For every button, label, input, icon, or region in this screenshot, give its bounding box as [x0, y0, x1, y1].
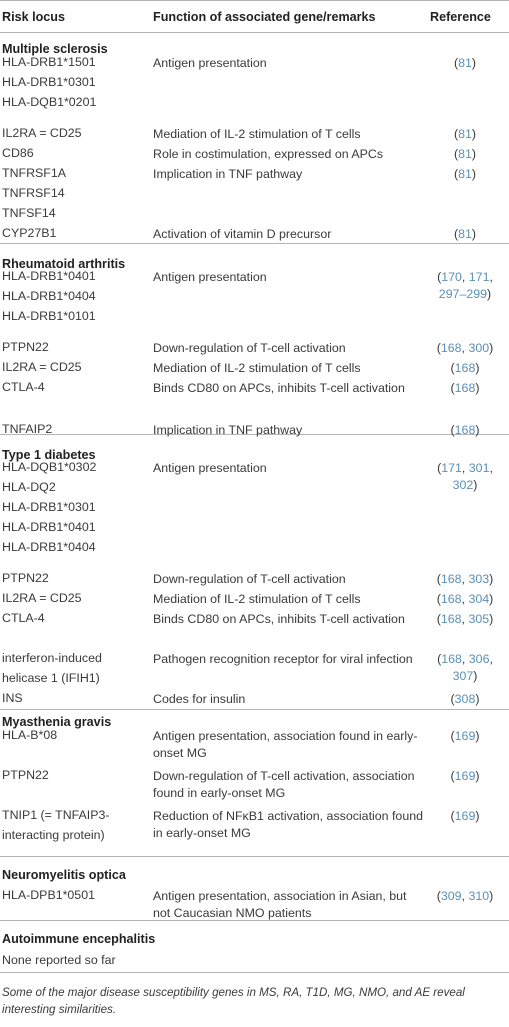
risk-locus-cell	[2, 568, 150, 588]
paren-open: (	[453, 56, 459, 70]
reference-cell	[424, 460, 506, 494]
risk-locus: HLA-DQ2	[2, 480, 56, 494]
function-cell: Activation of vitamin D precursor	[153, 227, 332, 241]
risk-locus-cell	[2, 357, 150, 377]
reference-cell	[424, 768, 506, 785]
risk-locus: TNFAIP2	[2, 422, 53, 436]
reference-link[interactable]: 168	[440, 572, 462, 586]
reference-link[interactable]: 304	[468, 592, 490, 606]
function-cell: Pathogen recognition receptor for viral infection	[153, 652, 413, 666]
risk-locus: HLA-DRB1*0401	[2, 269, 96, 283]
reference-cell	[424, 146, 506, 163]
risk-locus-cell	[2, 123, 150, 143]
reference-separator: ,	[461, 652, 469, 666]
section-title: Neuromyelitis optica	[2, 868, 126, 882]
reference-link[interactable]: 168	[441, 652, 462, 666]
reference-link[interactable]: 306	[468, 652, 490, 666]
function-cell: Down-regulation of T-cell activation	[153, 572, 346, 586]
function-cell: Binds CD80 on APCs, inhibits T-cell activation	[153, 612, 405, 626]
reference-cell	[424, 166, 506, 183]
paren-close: )	[475, 769, 480, 783]
paren-close: )	[475, 361, 480, 375]
section-divider	[0, 243, 509, 244]
reference-link[interactable]: 81	[458, 56, 472, 70]
reference-cell	[424, 55, 506, 72]
risk-locus: HLA-B*08	[2, 728, 58, 742]
reference-link[interactable]: 300	[468, 341, 490, 355]
bottom-rule	[0, 972, 509, 973]
risk-locus-cell	[2, 457, 150, 557]
reference-cell	[424, 611, 506, 628]
paren-open: (	[436, 592, 441, 606]
reference-link[interactable]: 81	[458, 127, 472, 141]
risk-locus: HLA-DQB1*0201	[2, 95, 97, 109]
reference-link[interactable]: 168	[440, 592, 462, 606]
reference-separator: ,	[489, 270, 493, 284]
risk-locus: PTPN22	[2, 768, 49, 782]
paren-close: )	[473, 478, 478, 492]
header-function: Function of associated gene/remarks	[153, 10, 376, 24]
risk-locus-cell	[2, 805, 147, 845]
paren-open: (	[436, 612, 441, 626]
risk-locus: HLA-DRB1*0101	[2, 309, 96, 323]
top-rule	[0, 0, 509, 1]
risk-locus: HLA-DRB1*0404	[2, 540, 96, 554]
risk-locus: HLA-DRB1*0301	[2, 75, 96, 89]
reference-separator: ,	[461, 612, 469, 626]
risk-locus: interferon-induced helicase 1 (IFIH1)	[2, 651, 102, 685]
risk-locus-cell	[2, 223, 150, 243]
reference-link[interactable]: 170	[441, 270, 462, 284]
reference-cell	[424, 888, 506, 905]
function-cell: Antigen presentation, association in Asian, but not Caucasian NMO patients	[153, 889, 407, 920]
reference-link[interactable]: 305	[468, 612, 490, 626]
reference-link[interactable]: 297–299	[438, 287, 488, 301]
risk-locus: HLA-DPB1*0501	[2, 888, 95, 902]
reference-cell	[424, 651, 506, 685]
section-title: Type 1 diabetes	[2, 448, 96, 462]
risk-locus-cell	[2, 588, 150, 608]
function-cell: Antigen presentation, association found in early-onset MG	[153, 729, 418, 760]
reference-cell	[424, 422, 506, 439]
paren-open: (	[436, 889, 441, 903]
reference-cell	[424, 226, 506, 243]
risk-locus-cell	[2, 688, 150, 708]
header-rule	[0, 32, 509, 33]
reference-link[interactable]: 303	[468, 572, 490, 586]
paren-open: (	[436, 341, 441, 355]
paren-close: )	[471, 147, 477, 161]
paren-close: )	[487, 287, 492, 301]
reference-cell	[424, 691, 506, 708]
paren-open: (	[450, 361, 455, 375]
risk-locus: IL2RA = CD25	[2, 126, 82, 140]
reference-separator: ,	[461, 889, 469, 903]
function-cell: Antigen presentation	[153, 270, 267, 284]
risk-locus-cell	[2, 608, 150, 628]
paren-close: )	[471, 167, 477, 181]
risk-locus-cell	[2, 725, 150, 745]
reference-cell	[424, 126, 506, 143]
risk-locus: PTPN22	[2, 571, 49, 585]
section-divider	[0, 709, 509, 710]
risk-locus-cell	[2, 377, 150, 397]
reference-link[interactable]: 168	[454, 381, 476, 395]
header-risk-locus: Risk locus	[2, 10, 65, 24]
risk-locus: CD86	[2, 146, 34, 160]
reference-link[interactable]: 81	[458, 147, 472, 161]
reference-link[interactable]: 168	[440, 612, 462, 626]
reference-link[interactable]: 309	[440, 889, 462, 903]
risk-locus: HLA-DRB1*0401	[2, 520, 96, 534]
function-cell: Implication in TNF pathway	[153, 167, 303, 181]
risk-locus-cell	[2, 648, 147, 688]
risk-locus: HLA-DQB1*0302	[2, 460, 97, 474]
table-header	[0, 0, 509, 32]
paren-close: )	[475, 423, 480, 437]
reference-link[interactable]: 81	[458, 227, 472, 241]
paren-open: (	[437, 461, 442, 475]
paren-open: (	[453, 227, 459, 241]
reference-separator: ,	[461, 572, 469, 586]
header-reference: Reference	[430, 10, 491, 24]
paren-open: (	[453, 147, 459, 161]
reference-link[interactable]: 307	[452, 669, 474, 683]
paren-close: )	[489, 889, 494, 903]
risk-locus: PTPN22	[2, 340, 49, 354]
table-footnote: Some of the major disease susceptibility genes in MS, RA, T1D, MG, NMO, and AE reveal interesting similarities.	[2, 986, 465, 1016]
function-cell: Mediation of IL-2 stimulation of T cells	[153, 592, 361, 606]
reference-separator: ,	[461, 341, 469, 355]
function-cell: Binds CD80 on APCs, inhibits T-cell activation	[153, 381, 405, 395]
reference-cell	[424, 728, 506, 745]
function-cell: Reduction of NFκB1 activation, association found in early-onset MG	[153, 809, 423, 840]
reference-link[interactable]: 308	[454, 692, 476, 706]
reference-cell	[424, 380, 506, 397]
risk-locus: TNFRSF1A	[2, 166, 67, 180]
reference-link[interactable]: 171	[468, 270, 490, 284]
paren-close: )	[475, 729, 480, 743]
paren-open: (	[450, 809, 455, 823]
section-title: Autoimmune encephalitis	[2, 932, 156, 946]
function-cell: Implication in TNF pathway	[153, 423, 303, 437]
risk-locus-cell	[2, 52, 150, 112]
reference-cell	[424, 360, 506, 377]
risk-locus: CYP27B1	[2, 226, 57, 240]
paren-close: )	[471, 127, 477, 141]
paren-open: (	[437, 270, 442, 284]
reference-cell	[424, 808, 506, 825]
section-title: Multiple sclerosis	[2, 42, 108, 56]
reference-link[interactable]: 171	[441, 461, 462, 475]
risk-locus-cell	[2, 337, 150, 357]
paren-close: )	[475, 381, 480, 395]
paren-close: )	[489, 572, 494, 586]
reference-cell	[424, 340, 506, 357]
risk-locus: HLA-DRB1*1501	[2, 55, 96, 69]
reference-link[interactable]: 169	[454, 769, 476, 783]
paren-close: )	[475, 809, 480, 823]
paren-close: )	[471, 56, 477, 70]
risk-locus: TNIP1 (= TNFAIP3-interacting protein)	[2, 808, 110, 842]
risk-locus: HLA-DRB1*0404	[2, 289, 96, 303]
risk-locus: None reported so far	[2, 953, 116, 967]
paren-close: )	[473, 669, 478, 683]
reference-separator: ,	[461, 592, 469, 606]
paren-open: (	[437, 652, 442, 666]
risk-locus-cell	[2, 266, 150, 326]
risk-locus: IL2RA = CD25	[2, 360, 82, 374]
risk-locus-cell	[2, 885, 150, 905]
section-title: Rheumatoid arthritis	[2, 257, 126, 271]
paren-close: )	[489, 592, 494, 606]
reference-link[interactable]: 302	[452, 478, 474, 492]
risk-locus: TNFRSF14	[2, 186, 65, 200]
reference-cell	[424, 571, 506, 588]
risk-locus-cell	[2, 419, 150, 439]
function-cell: Mediation of IL-2 stimulation of T cells	[153, 361, 361, 375]
function-cell: Down-regulation of T-cell activation	[153, 341, 346, 355]
reference-link[interactable]: 169	[454, 809, 476, 823]
risk-locus: IL2RA = CD25	[2, 591, 82, 605]
function-cell: Antigen presentation	[153, 56, 267, 70]
paren-close: )	[489, 612, 494, 626]
paren-close: )	[475, 692, 480, 706]
reference-separator: ,	[489, 652, 493, 666]
function-cell: Role in costimulation, expressed on APCs	[153, 147, 384, 161]
reference-cell	[424, 591, 506, 608]
risk-locus-cell	[2, 143, 150, 163]
reference-cell	[424, 269, 506, 303]
paren-open: (	[450, 769, 455, 783]
section-divider	[0, 856, 509, 857]
risk-locus-cell	[2, 950, 150, 970]
function-cell: Antigen presentation	[153, 461, 267, 475]
reference-link[interactable]: 168	[454, 423, 476, 437]
reference-link[interactable]: 168	[440, 341, 462, 355]
reference-separator: ,	[461, 270, 469, 284]
paren-open: (	[436, 572, 441, 586]
reference-link[interactable]: 301	[468, 461, 490, 475]
risk-locus-cell	[2, 765, 150, 785]
paren-open: (	[450, 381, 455, 395]
risk-locus: INS	[2, 691, 23, 705]
risk-locus-cell	[2, 163, 150, 223]
reference-link[interactable]: 169	[454, 729, 476, 743]
reference-link[interactable]: 168	[454, 361, 476, 375]
function-cell: Codes for insulin	[153, 692, 246, 706]
function-cell: Mediation of IL-2 stimulation of T cells	[153, 127, 361, 141]
paren-open: (	[450, 729, 455, 743]
paren-open: (	[453, 127, 459, 141]
reference-link[interactable]: 81	[458, 167, 472, 181]
reference-link[interactable]: 310	[468, 889, 490, 903]
risk-locus: TNFSF14	[2, 206, 56, 220]
reference-separator: ,	[489, 461, 493, 475]
paren-close: )	[489, 341, 494, 355]
paren-close: )	[471, 227, 477, 241]
risk-locus: CTLA-4	[2, 380, 45, 394]
risk-locus: HLA-DRB1*0301	[2, 500, 96, 514]
paren-open: (	[453, 167, 459, 181]
function-cell: Down-regulation of T-cell activation, association found in early-onset MG	[153, 769, 415, 800]
section-title: Myasthenia gravis	[2, 715, 112, 729]
paren-open: (	[450, 692, 455, 706]
paren-open: (	[450, 423, 455, 437]
risk-locus: CTLA-4	[2, 611, 45, 625]
reference-separator: ,	[461, 461, 469, 475]
